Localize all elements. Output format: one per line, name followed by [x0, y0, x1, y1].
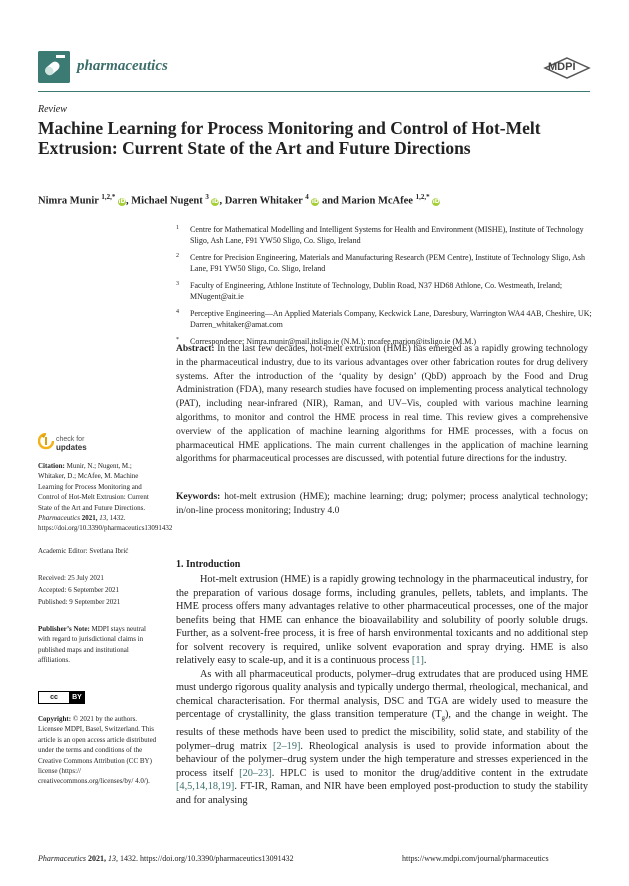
affiliation-item: 4 Perceptive Engineering—An Applied Materials Company, Keckwick Lane, Daresbury, Warrington WA4 4AB, Cheshire, UK; Darren_whitaker@amat.com: [176, 309, 592, 329]
orcid-icon[interactable]: iD: [211, 197, 219, 205]
correspondence: * Correspondence: Nimra.munir@mail.itsligo.ie (N.M.); mcafee.marion@itsligo.ie (M.M.): [176, 337, 477, 346]
keywords: [176, 491, 588, 519]
footer-citation: Pharmaceutics 2021, 13, 1432. https://doi.org/10.3390/pharmaceutics13091432: [38, 854, 294, 863]
affiliation-item: 3 Faculty of Engineering, Athlone Institute of Technology, Dublin Road, N37 HD68 Athlone, Co. Westmeath, Ireland; MNugent@ait.ie: [176, 281, 563, 301]
cc-by-icon: BY: [69, 691, 85, 704]
copyright: Copyright: © 2021 by the authors. Licensee MDPI, Basel, Switzerland. This article is an open access article distributed under the terms and conditions of the Creative Commons Attribution (CC BY) license (https:// creativecommons.org/licenses/by/ 4.0/).: [38, 715, 157, 786]
citation-link[interactable]: [1]: [411, 655, 424, 667]
citation-link[interactable]: [2–19]: [272, 740, 301, 752]
journal-name: pharmaceutics: [77, 58, 168, 74]
citation-link[interactable]: [20–23]: [239, 767, 272, 779]
author-list: Nimra Munir $^{1,2,*}$ iD, Michael Nugent $^3$ iD, Darren Whitaker $^4$ iD and Marion McAfee $^{1,2,*}$ iD: [38, 193, 440, 207]
article-title: Machine Learning for Process Monitoring and Control of Hot-Melt Extrusion: Current State of the Art and Future Directions: [38, 118, 541, 158]
citation-block: Citation: Munir, N.; Nugent, M.; Whitaker, D.; McAfee, M. Machine Learning for Process Monitoring and Control of Hot-Melt Extrusion: Current State of the Art and Future Directions. Pharmaceutics 2021, 13, 1432. https://doi.org/10.3390/pharmaceutics13091432: [38, 462, 173, 533]
received-date: Received: 25 July 2021: [38, 574, 104, 582]
citation-link[interactable]: [4,5,14,18,19]: [176, 781, 235, 793]
author-name: Michael Nugent: [131, 195, 203, 207]
keywords-text: hot-melt extrusion (HME); machine learning; drug; polymer; process analytical technology; in/on-line process monitoring; Industry 4.0: [176, 492, 588, 516]
body-text: [176, 573, 588, 807]
cc-license-icon[interactable]: cc: [38, 691, 70, 704]
article-type: Review: [38, 104, 67, 115]
paragraph: Hot-melt extrusion (HME) is a rapidly growing technology in the pharmaceutical industry, for the preparation of various dosage forms, including granules, pellets, tablets, and implants. The HME process offers many advantages relative to other pharmaceutical processes, one of the major benefits being that HME can enhance the bioavailability and solubility of poorly soluble drugs. Further, as a solvent-free process, it is free of harsh environmental toxicants and no additional step for solvent recovery is required, unlike solvent evaporation and spray drying. HME is also relatively easy to scale-up, and it is a continuous process [1].: [176, 574, 588, 667]
author-name: Darren Whitaker: [224, 195, 303, 207]
journal-logo-icon: [38, 51, 70, 83]
header-divider: [38, 91, 590, 92]
affiliation-item: 1 Centre for Mathematical Modelling and Intelligent Systems for Health and Environment (MISHE), Institute of Technology Sligo, Ash Lane, F91 YW50 Sligo, Co. Sligo, Ireland: [176, 225, 584, 245]
accepted-date: Accepted: 6 September 2021: [38, 586, 120, 594]
publisher-name: MDPI: [548, 61, 576, 73]
affiliation-item: 2 Centre for Precision Engineering, Materials and Manufacturing Research (PEM Centre), Institute of Technology Sligo, Ash Lane, F91 YW50 Sligo, Co. Sligo, Ireland: [176, 253, 585, 273]
author-affiliation: 4: [305, 193, 309, 201]
abstract-text: In the last few decades, hot-melt extrusion (HME) has emerged as a rapidly growing technology in the pharmaceutical industry, due to its various advantages over other fabrication routes for drug delivery systems. After the introduction of the ‘quality by design’ (QbD) approach by the Food and Drug Administration (FDA), many research studies have focused on implementing process analytical technology (PAT), including near-infrared (NIR), Raman, and UV–Vis, coupled with various machine learning algorithms, to monitor and control the HME process in real time. This review gives a comprehensive overview of the application of machine learning algorithms for HME processes, with a focus on pharmaceutical HME applications. The main current challenges in the application of machine learning algorithms for pharmaceutical processes are discussed, with potential future directions for the industry.: [176, 344, 588, 465]
abstract: [176, 343, 588, 467]
check-for-updates[interactable]: check for updates: [56, 436, 87, 452]
orcid-icon[interactable]: iD: [432, 197, 440, 205]
author-affiliation: 1,2,*: [101, 193, 116, 201]
orcid-icon[interactable]: iD: [118, 197, 126, 205]
author-name: Marion McAfee: [341, 195, 413, 207]
author-affiliation: 3: [205, 193, 209, 201]
keywords-label: Keywords:: [176, 492, 221, 502]
academic-editor: Academic Editor: Svetlana Ibrić: [38, 547, 129, 555]
check-for-updates-icon[interactable]: [38, 433, 54, 456]
publisher-note: Publisher’s Note: MDPI stays neutral with regard to jurisdictional claims in published maps and institutional affiliations.: [38, 625, 146, 665]
abstract-label: Abstract:: [176, 344, 215, 354]
paragraph: As with all pharmaceutical products, polymer–drug extrudates that are produced using HME must undergo rigorous quality analysis and typically undergo thermal, rheological, mechanical, and chemical characterisation. For thermal analysis, DSC and TGA are widely used to measure the percentage of crystallinity, the glass transition temperature $(T_g)$, and the change in weight. The results of these methods have been used to predict the miscibility, solid state, and stability of the polymer–drug matrix [2–19]. Rheological analysis is used to provide information about the behaviour of the polymer–drug system under the high temperature and stresses experienced in the process itself [20–23]. HPLC is used to monitor the drug/additive content in the extrudate [4,5,14,18,19]. FT-IR, Raman, and NIR have been employed post-production to study the stability and for analysing: [176, 668, 588, 806]
section-heading: 1. Introduction: [176, 559, 241, 570]
footer-journal-url[interactable]: https://www.mdpi.com/journal/pharmaceutics: [402, 854, 549, 863]
author-affiliation: 1,2,*: [415, 193, 430, 201]
author-name: Nimra Munir: [38, 195, 99, 207]
published-date: Published: 9 September 2021: [38, 598, 121, 606]
orcid-icon[interactable]: iD: [311, 197, 319, 205]
affiliation-list: [176, 225, 596, 355]
